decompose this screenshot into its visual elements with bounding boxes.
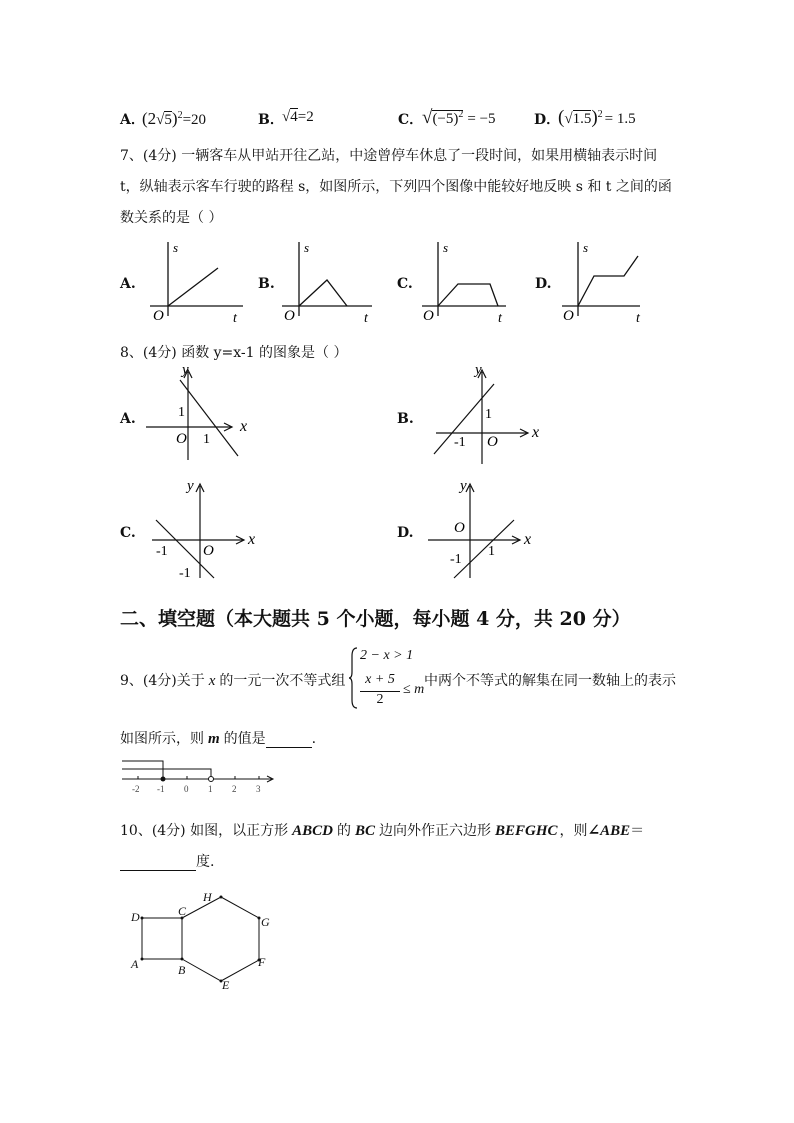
solution-ray-1 [122,761,163,779]
q8-option-d-label: D. [397,525,414,541]
graph-line [299,280,347,306]
q7-option-b-label: B. [258,276,275,292]
vertex-label-a: A [131,957,139,971]
q6-a-power: 2 [177,110,183,121]
q7-option-a-label: A. [120,276,136,292]
q9-line2-prefix: 如图所示，则 [120,731,204,747]
q9-inequality-2-denominator: 2 [376,692,384,707]
sqrt-icon: √ [422,107,433,128]
q10-mid3: ，则 [559,823,588,839]
vertex-point [141,958,144,961]
q6-option-c-label: C． [398,112,424,128]
y-intercept-label: -1 [179,566,191,581]
solution-ray-2 [122,769,211,776]
q6-d-rhs: = 1.5 [604,111,636,127]
q8-option-c-label: C. [120,525,136,541]
q8-graph-c [150,478,260,583]
origin-label: O [176,431,187,447]
q6-d-close-paren: ) [591,107,598,128]
origin-label: O [563,308,574,324]
vertex-point [141,917,144,920]
x-intercept-label: 1 [488,544,495,559]
q7-graph-d [562,238,667,328]
axis-label-x: x [524,531,532,548]
q10-figure [125,885,285,995]
q10-mid2: 边向外作正六边形 [378,823,491,839]
q6-a-open: (2 [142,109,157,128]
origin-label: O [454,520,465,536]
q8-stem: 8、(4分) 函数 y=x-1 的图象是（ ） [120,345,348,361]
q6-option-a-expr [142,109,206,129]
square-abcd [142,918,182,959]
x-intercept-label: -1 [454,435,466,450]
q8-option-a-label: A. [120,411,136,427]
left-brace-icon [349,648,357,708]
q7-graph-b [282,238,387,328]
q10-answer-blank[interactable] [120,854,196,871]
closed-point [161,777,166,782]
q10-square-name: ABCD [292,823,333,839]
q6-c-radicand-wrap [432,110,463,127]
q10-side-name: BC [354,823,375,839]
q6-b-radicand: 4 [290,109,298,125]
vertex-label-h: H [203,890,212,904]
q10-prefix: 10、(4分) 如图，以正方形 [120,823,289,839]
vertex-point [220,896,223,899]
tick-label: 1 [208,784,213,794]
q8-option-b-label: B. [397,411,414,427]
q9-stem-line2 [120,728,316,748]
x-intercept-label: -1 [156,544,168,559]
tick-label: -1 [157,784,165,794]
axis-label-s: s [583,240,589,255]
q6-c-radicand: (−5) [432,111,459,127]
sqrt-icon: √ [156,112,165,128]
origin-label: O [153,308,164,324]
q6-c-power: 2 [458,109,464,120]
graph-line [578,256,638,306]
q10-angle-name: ∠ABE [587,823,631,839]
q7-stem-line2: t，纵轴表示客车行驶的路程 s，如图所示，下列四个图像中能较好地反映 s 和 t 之间的函 [120,179,672,195]
q9-prefix: 9、(4分)关于 [120,673,205,689]
q7-option-d-label: D. [535,276,552,292]
axis-label-x: x [240,418,248,435]
q6-d-radicand: 1.5 [572,111,592,127]
axis-label-y: y [182,362,189,378]
vertex-label-c: C [178,904,187,918]
q8-graph-d [428,478,548,583]
tick-labels [132,784,261,794]
tick-label: 0 [184,784,189,794]
q10-stem-line1 [120,820,644,840]
q9-answer-blank[interactable] [266,731,312,748]
q9-inequality-2-rhs: ≤ m [403,682,425,697]
section-heading: 二、填空题（本大题共 5 个小题，每小题 4 分，共 20 分） [120,608,631,630]
sqrt-icon: √ [282,109,291,125]
sqrt-icon: √ [564,111,573,127]
q9-number-line [120,755,280,795]
vertex-label-g: G [261,915,270,929]
q6-option-c-expr [422,107,496,129]
origin-label: O [487,434,498,450]
axis-label-s: s [304,240,310,255]
q9-brace [349,646,359,710]
axis-label-s: s [443,240,449,255]
q6-d-power: 2 [597,109,603,120]
y-intercept-label: 1 [485,407,492,422]
axis-label-y: y [187,478,194,494]
q7-stem-line1: 7、(4分) 一辆客车从甲站开往乙站，中途曾停车休息了一段时间，如果用横轴表示时间 [120,148,658,164]
vertex-label-b: B [178,963,186,977]
q6-a-close: ) [171,109,178,128]
axis-label-t: t [364,311,368,326]
q9-inequality-1: 2 − x > 1 [360,648,414,663]
tick-label: -2 [132,784,140,794]
q10-mid1: 的 [336,823,351,839]
hexagon-befghc [182,897,259,981]
y-intercept-label: -1 [450,552,462,567]
y-intercept-label: 1 [178,405,185,420]
origin-label: O [284,308,295,324]
q10-line2-suffix: 度. [196,854,215,870]
x-intercept-label: 1 [203,432,210,447]
q6-option-a-label: A． [120,112,145,128]
q7-graph-a [145,238,250,328]
graph-line [168,268,218,306]
q6-option-b-expr [282,109,314,126]
q9-mid: 的一元一次不等式组 [219,673,346,689]
axis-label-t: t [498,311,502,326]
axis-label-y: y [460,478,467,494]
q6-options-row [120,103,680,135]
q8-graph-b [430,364,550,469]
axis-label-y: y [475,362,482,378]
q10-stem-line2 [120,851,214,871]
q6-option-d-expr [558,107,636,129]
q10-hexagon-name: BEFGHC [494,823,558,839]
axis-label-t: t [233,311,237,326]
origin-label: O [423,308,434,324]
vertex-label-e: E [222,978,230,992]
axis-label-x: x [532,424,540,441]
axis-label-s: s [173,240,179,255]
q6-b-rhs: =2 [297,109,314,125]
origin-label: O [203,543,214,559]
tick-label: 2 [232,784,237,794]
open-point [209,777,214,782]
graph-line [438,284,498,306]
q9-inequality-2-numerator: x + 5 [365,672,395,687]
q9-stem-line1 [120,670,345,690]
q7-graph-c [422,238,527,328]
q6-option-b-label: B． [258,112,284,128]
q6-d-open-paren: ( [558,107,565,128]
vertex-label-f: F [258,955,266,969]
q6-c-rhs: = −5 [467,111,496,127]
q9-var-x: x [208,673,216,689]
q6-a-rhs: =20 [182,112,207,128]
q9-line2-suffix: 的值是 [223,731,266,747]
q8-graph-a [146,364,256,464]
vertex-label-d: D [131,910,140,924]
q6-a-radicand: 5 [164,112,172,128]
q7-option-c-label: C. [397,276,413,292]
q9-var-m: m [208,731,220,747]
q10-equals: ＝ [630,823,645,839]
axis-label-x: x [248,531,256,548]
vertex-point [181,958,184,961]
q9-stem-suffix: 中两个不等式的解集在同一数轴上的表示 [424,673,676,689]
q7-stem-line3: 数关系的是（ ） [120,210,223,226]
axis-label-t: t [636,311,640,326]
q6-option-d-label: D． [534,112,561,128]
q9-line2-end: . [311,731,317,747]
tick-label: 3 [256,784,261,794]
